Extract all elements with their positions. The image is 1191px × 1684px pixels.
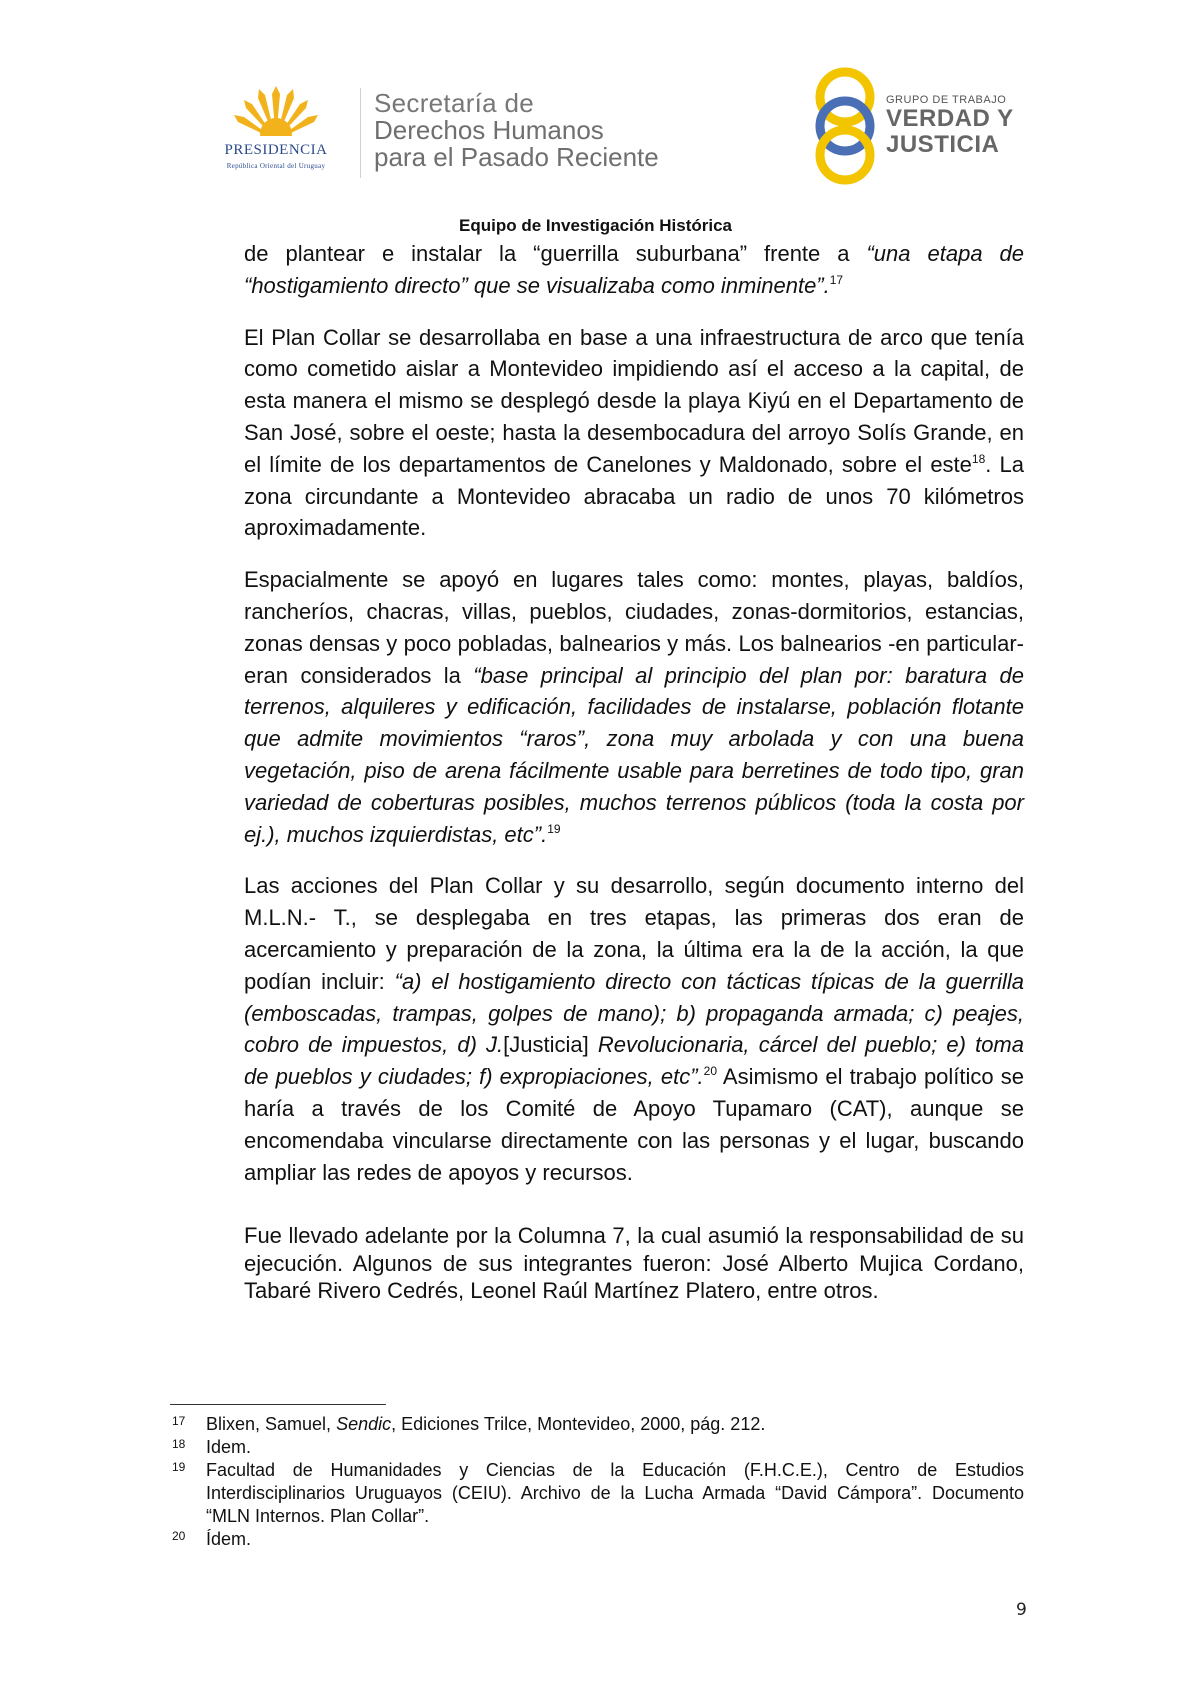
secretaria-logotype — [374, 90, 659, 171]
footnote-20 — [170, 1528, 1024, 1551]
presidencia-logo — [196, 84, 356, 176]
p2-text-a: El Plan Collar se desarrollaba en base a una infraestructura de arco que tenía como cometido aislar a Montevideo impidiendo así el acceso a la capital, de esta manera el mismo se desplegó desde la playa Kiyú en el Departamento de San José, sobre el oeste; hasta la desembocadura del arroyo Solís Grande, en el límite de los departamentos de Canelones y Maldonado, sobre el este — [244, 324, 1024, 477]
paragraph-2 — [244, 322, 1024, 545]
justicia-label: JUSTICIA — [886, 131, 1000, 158]
p2-text-b: . La zona circundante a Montevideo abracaba un radio de unos 70 kilómetros aproximadamente. — [244, 451, 1024, 541]
secretaria-line-1: Secretaría de — [374, 88, 534, 118]
equipo-title: Equipo de Investigación Histórica — [459, 216, 732, 235]
p4-text-b: Asimismo el trabajo político se haría a través de los Comité de Apoyo Tupamaro (CAT), aunque se encomendaba vincularse directamente con las personas y el lugar, buscando ampliar las redes de apoyos y recursos. — [244, 1064, 1024, 1185]
paragraph-5: Fue llevado adelante por la Columna 7, la cual asumió la responsabilidad de su ejecución. Algunos de sus integrantes fueron: José Alberto Mujica Cordano, Tabaré Rivero Cedrés, Leonel Raúl Martínez Platero, entre otros. — [244, 1223, 1024, 1304]
verdad-justicia-logo — [812, 64, 1032, 189]
grupo-trabajo-label: GRUPO DE TRABAJO — [886, 94, 1007, 106]
footnotes — [170, 1413, 1024, 1551]
paragraph-4 — [244, 870, 1024, 1188]
page-header — [0, 0, 1191, 235]
footnote-text: Facultad de Humanidades y Ciencias de la Educación (F.H.C.E.), Centro de Estudios Interdisciplinarios Uruguayos (CEIU). Archivo de la Lucha Armada “David Cámpora”. Documento “MLN Internos. Plan Collar”. — [206, 1460, 1024, 1526]
p4-text-a: Las acciones del Plan Collar y su desarrollo, según documento interno del M.L.N.- T., se desplegaba en tres etapas, las primeras dos eran de acercamiento y preparación de la zona, la última era la de la acción, la que podían incluir: — [244, 873, 1024, 994]
footnote-17 — [170, 1413, 1024, 1436]
header-divider — [360, 88, 361, 178]
p4-quote-b: Revolucionaria, cárcel del pueblo; e) toma de pueblos y ciudades; f) expropiaciones, etc”. — [244, 1032, 1024, 1090]
footnote-text: Idem. — [206, 1437, 252, 1457]
footnote-text: , Ediciones Trilce, Montevideo, 2000, pág. 212. — [391, 1414, 766, 1434]
footnote-title: Sendic — [336, 1414, 392, 1434]
sun-icon — [232, 84, 320, 144]
footnote-separator — [170, 1404, 386, 1405]
secretaria-line-3: para el Pasado Reciente — [374, 142, 659, 172]
presidencia-subtitle: República Oriental del Uruguay — [226, 162, 326, 170]
footnote-text: Ídem. — [206, 1529, 252, 1549]
footnote-ref-19: 19 — [547, 821, 561, 836]
p4-quote-a: “a) el hostigamiento directo con tácticas típicas de la guerrilla (emboscadas, trampas, golpes de mano); b) propaganda armada; c) peajes, cobro de impuestos, d) J. — [244, 968, 1025, 1058]
paragraph-3 — [244, 564, 1024, 850]
footnote-ref-20: 20 — [703, 1064, 718, 1079]
page-number: 9 — [1016, 1600, 1027, 1620]
footnote-18 — [170, 1436, 1024, 1459]
linked-rings-icon — [812, 64, 882, 189]
presidencia-name: PRESIDENCIA — [224, 142, 328, 158]
footnote-number: 17 — [172, 1414, 186, 1428]
secretaria-line-2: Derechos Humanos — [374, 115, 604, 145]
p3-quote: “base principal al principio del plan por: baratura de terrenos, alquileres y edificación, facilidades de instalarse, población flotante que admite movimientos “raros”, zona muy arbolada y con una buena vegetación, piso de arena fácilmente usable para berretines de todo tipo, gran variedad de coberturas posibles, muchos terrenos públicos (toda la costa por ej.), muchos izquierdistas, etc”. — [244, 662, 1024, 847]
p4-bracket: [Justicia] — [503, 1032, 598, 1058]
footnote-text: Blixen, Samuel, — [206, 1414, 337, 1434]
paragraph-1 — [244, 238, 1024, 302]
p1-quote: “una etapa de “hostigamiento directo” que se visualizaba como inminente”. — [244, 241, 1025, 298]
footnote-19 — [170, 1459, 1024, 1528]
verdad-label: VERDAD Y — [886, 105, 1014, 132]
p3-text: Espacialmente se apoyó en lugares tales como: montes, playas, baldíos, rancheríos, chacras, villas, pueblos, ciudades, zonas-dormitorios, estancias, zonas densas y poco pobladas, balnearios y más. Los balnearios -en particular- eran considerados la — [244, 567, 1024, 688]
footnote-ref-17: 17 — [829, 272, 844, 287]
document-body — [244, 238, 1024, 1305]
footnote-number: 19 — [172, 1460, 186, 1474]
footnote-ref-18: 18 — [971, 451, 986, 466]
p1-text: de plantear e instalar la “guerrilla suburbana” frente a — [244, 241, 867, 266]
footnote-number: 18 — [172, 1437, 186, 1451]
footnote-number: 20 — [172, 1529, 186, 1543]
